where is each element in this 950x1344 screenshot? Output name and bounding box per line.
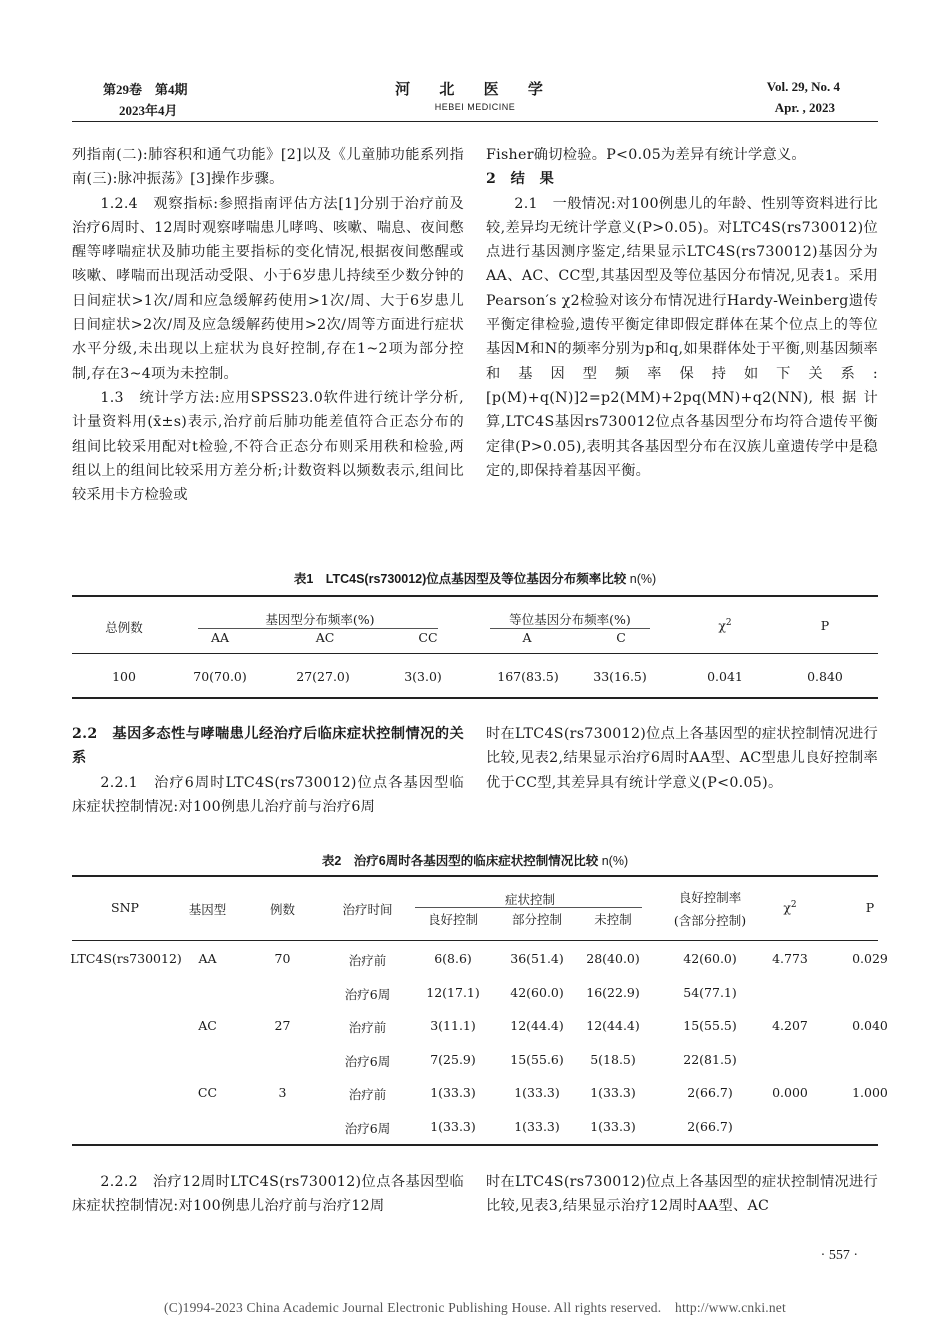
- table2-header-genotype: 基因型: [188, 902, 227, 917]
- header-date-cn: 2023年4月: [119, 103, 178, 118]
- table2-cell-rate: 2(66.7): [687, 1085, 733, 1100]
- table2-cell-genotype: AC: [198, 1018, 217, 1033]
- table2-header-time: 治疗时间: [342, 902, 393, 917]
- left-column-middle: [72, 722, 464, 819]
- table2-cell-uncontrolled: 1(33.3): [590, 1118, 636, 1134]
- table1-sub-a: A: [522, 630, 532, 645]
- table2-cell-partial: 15(55.6): [510, 1051, 564, 1067]
- table2-cell-uncontrolled: 28(40.0): [586, 951, 640, 966]
- table2-header-p: P: [865, 900, 875, 915]
- paragraph-2-2-1: 2.2.1 治疗6周时LTC4S(rs730012)位点各基因型临床症状控制情况:对100例患儿治疗前与治疗6周: [72, 774, 464, 815]
- paragraph-general: 2.1 一般情况:对100例患儿的年龄、性别等资料进行比较,差异均无统计学意义(P>0.05)。对LTC4S(rs730012)位点进行基因测序鉴定,结果显示LTC4S(rs730012)基因分为AA、AC、CC型,其基因型及等位基因分布情况,见表1。采用Pearson′s χ2检验对该分布情况进行Hardy-Weinberg遗传平衡定律检验,遗传平衡定律即假定群体在某个位点上的等位基因M和N的频率分别为p和q,如果群体处于平衡,则基因频率和基因型频率保持如下关系:[p(M)+q(N)]2=p2(MM)+2pq(MN)+q2(NN),根据计算,LTC4S基因rs730012位点各基因型分布均符合遗传平衡定律(P>0.05),表明其各基因型分布在汉族儿童遗传学中是稳定的,即保持着基因平衡。: [486, 195, 878, 479]
- table2-cell-cases: 27: [274, 1018, 291, 1033]
- table2-cell-rate: 15(55.5): [683, 1018, 737, 1033]
- table1-genotype-rule: [198, 628, 438, 629]
- header-volume-cn: 第29卷 第4期: [103, 82, 188, 97]
- journal-title-cn: 河 北 医 学: [395, 80, 555, 98]
- table2-cell-cases: 70: [274, 951, 291, 966]
- table1-cell-c: 33(16.5): [593, 669, 647, 684]
- table2-cell-partial: 36(51.4): [510, 951, 564, 966]
- table1-header-genotype: 基因型分布频率(%): [265, 612, 375, 627]
- table1-header-chi: $\chi^2$: [718, 618, 732, 634]
- table2-top-rule: [72, 875, 878, 877]
- table2-header-cases: 例数: [269, 902, 295, 917]
- table2-header-good: 良好控制: [427, 912, 478, 927]
- table2-cell-genotype: CC: [197, 1085, 218, 1100]
- table1-cell-a: 167(83.5): [497, 669, 559, 684]
- right-column-bottom: [486, 1170, 878, 1219]
- table1-title: 表1 LTC4S(rs730012)位点基因型及等位基因分布频率比较 n(%): [293, 572, 657, 586]
- table1-sub-aa: AA: [210, 630, 230, 645]
- table2-cell-p: 0.040: [852, 1018, 888, 1033]
- table2-cell-partial: 42(60.0): [510, 984, 564, 1000]
- table2-cell-chi: 4.207: [772, 1018, 808, 1033]
- table1-sub-c: C: [616, 630, 626, 645]
- table2-cell-partial: 1(33.3): [514, 1118, 560, 1134]
- left-column-bottom: [72, 1170, 464, 1219]
- paragraph: Fisher确切检验。P<0.05为差异有统计学意义。: [486, 147, 806, 163]
- table2-header-uncontrolled: 未控制: [594, 912, 632, 927]
- header-date-en: Apr. , 2023: [774, 100, 835, 115]
- header-volume-en: Vol. 29, No. 4: [766, 79, 840, 94]
- table2-cell-chi: 0.000: [772, 1085, 808, 1100]
- right-column-top: [486, 143, 878, 483]
- section-heading-2-2: 2.2 基因多态性与哮喘患儿经治疗后临床症状控制情况的关系: [72, 726, 464, 767]
- table2-header-partial: 部分控制: [511, 912, 562, 927]
- table2-cell-good: 7(25.9): [430, 1051, 476, 1067]
- table2-cell-rate: 2(66.7): [687, 1118, 733, 1134]
- right-column-middle: [486, 722, 878, 795]
- table1-top-rule: [72, 595, 878, 597]
- table2-cell-genotype: AA: [198, 951, 217, 966]
- header-rule: [72, 121, 878, 122]
- table2-cell-partial: 12(44.4): [510, 1018, 564, 1033]
- table2-cell-good: 12(17.1): [426, 984, 480, 1000]
- journal-title-en: HEBEI MEDICINE: [434, 102, 516, 112]
- table2-bottom-rule: [72, 1144, 878, 1146]
- table2-cell-uncontrolled: 16(22.9): [586, 984, 640, 1000]
- table2-header-snp: SNP: [111, 900, 139, 915]
- table2-cell-time: 治疗6周: [344, 986, 391, 1002]
- table2-cell-time: 治疗前: [348, 953, 387, 968]
- table2-header-rate-sub: (含部分控制): [673, 913, 747, 928]
- table1-cell-chi: 0.041: [707, 669, 743, 684]
- table2-cell-time: 治疗前: [348, 1087, 387, 1102]
- table2-cell-rate: 22(81.5): [683, 1051, 737, 1067]
- table1-cell-p: 0.840: [807, 669, 843, 684]
- table2-cell-good: 6(8.6): [434, 951, 472, 966]
- table2-snp-label: LTC4S(rs730012): [70, 951, 182, 966]
- table2-cell-rate: 42(60.0): [683, 951, 737, 966]
- table2-cell-time: 治疗前: [348, 1020, 387, 1035]
- table2-cell-p: 0.029: [852, 951, 888, 966]
- table1-header-allele: 等位基因分布频率(%): [509, 612, 631, 627]
- table1-header-total: 总例数: [105, 620, 143, 635]
- left-column-top: [72, 143, 464, 507]
- paragraph-statistics: 1.3 统计学方法:应用SPSS23.0软件进行统计学分析,计量资料用(x̄±s)表示,治疗前后肺功能差值符合正态分布的组间比较采用配对t检验,不符合正态分布则采用秩和检验,两组以上的组间比较采用方差分析;计数资料以频数表示,组间比较采用卡方检验或: [72, 389, 464, 504]
- table2-header-chi: $\chi^2$: [783, 900, 797, 916]
- table1-sub-cc: CC: [418, 630, 438, 645]
- paragraph: 列指南(二):肺容积和通气功能》[2]以及《儿童肺功能系列指南(三):脉冲振荡》[3]操作步骤。: [72, 147, 464, 188]
- table1-cell-aa: 70(70.0): [193, 669, 247, 684]
- table2-cell-good: 1(33.3): [430, 1085, 476, 1100]
- page-number: · 557 ·: [820, 1248, 858, 1263]
- table2-mid-rule: [72, 940, 878, 941]
- paragraph-observation: 1.2.4 观察指标:参照指南评估方法[1]分别于治疗前及治疗6周时、12周时观察哮喘患儿哮鸣、咳嗽、喘息、夜间憋醒等哮喘症状及肺功能主要指标的变化情况,根据夜间憋醒或咳嗽、哮喘而出现活动受限、小于6岁患儿持续至少数分钟的日间症状>1次/周和应急缓解药使用>1次/周、大于6岁患儿日间症状>2次/周及应急缓解药使用>2次/周等方面进行症状水平分级,未出现以上症状为良好控制,存在1~2项为部分控制,存在3~4项为未控制。: [72, 195, 464, 382]
- section-heading-results: 2 结 果: [486, 171, 555, 188]
- table1-sub-ac: AC: [315, 630, 335, 645]
- table2-cell-uncontrolled: 12(44.4): [586, 1018, 640, 1033]
- table2-cell-partial: 1(33.3): [514, 1085, 560, 1100]
- table1-cell-total: 100: [112, 669, 136, 684]
- copyright-footer: (C)1994-2023 China Academic Journal Electronic Publishing House. All rights reserved. http://www.cnki.net: [164, 1300, 786, 1315]
- table2-cell-uncontrolled: 1(33.3): [590, 1085, 636, 1100]
- table2-cell-p: 1.000: [852, 1085, 888, 1100]
- paragraph: 时在LTC4S(rs730012)位点上各基因型的症状控制情况进行比较,见表2,结果显示治疗6周时AA型、AC型患儿良好控制率优于CC型,其差异具有统计学意义(P<0.05)。: [486, 726, 878, 791]
- table2-cell-chi: 4.773: [772, 951, 808, 966]
- table2-cell-good: 3(11.1): [430, 1018, 476, 1033]
- table1-mid-rule: [72, 653, 878, 654]
- table1-bottom-rule: [72, 697, 878, 699]
- table2-cell-rate: 54(77.1): [683, 984, 737, 1000]
- table2-title: 表2 治疗6周时各基因型的临床症状控制情况比较 n(%): [321, 854, 629, 868]
- table2-header-symptom: 症状控制: [504, 892, 555, 907]
- table2-cell-good: 1(33.3): [430, 1118, 476, 1134]
- table1-cell-ac: 27(27.0): [296, 669, 350, 684]
- table2-cell-uncontrolled: 5(18.5): [590, 1051, 636, 1067]
- paragraph-2-2-2: 2.2.2 治疗12周时LTC4S(rs730012)位点各基因型临床症状控制情况:对100例患儿治疗前与治疗12周: [72, 1174, 464, 1215]
- table2-cell-cases: 3: [278, 1085, 287, 1100]
- table2-header-rate: 良好控制率: [678, 890, 742, 905]
- table2-cell-time: 治疗6周: [344, 1120, 391, 1136]
- table1-header-p: P: [820, 618, 830, 633]
- table2-cell-time: 治疗6周: [344, 1053, 391, 1069]
- table1-cell-cc: 3(3.0): [404, 669, 442, 684]
- table1-allele-rule: [490, 628, 650, 629]
- paragraph: 时在LTC4S(rs730012)位点上各基因型的症状控制情况进行比较,见表3,结果显示治疗12周时AA型、AC: [486, 1174, 878, 1215]
